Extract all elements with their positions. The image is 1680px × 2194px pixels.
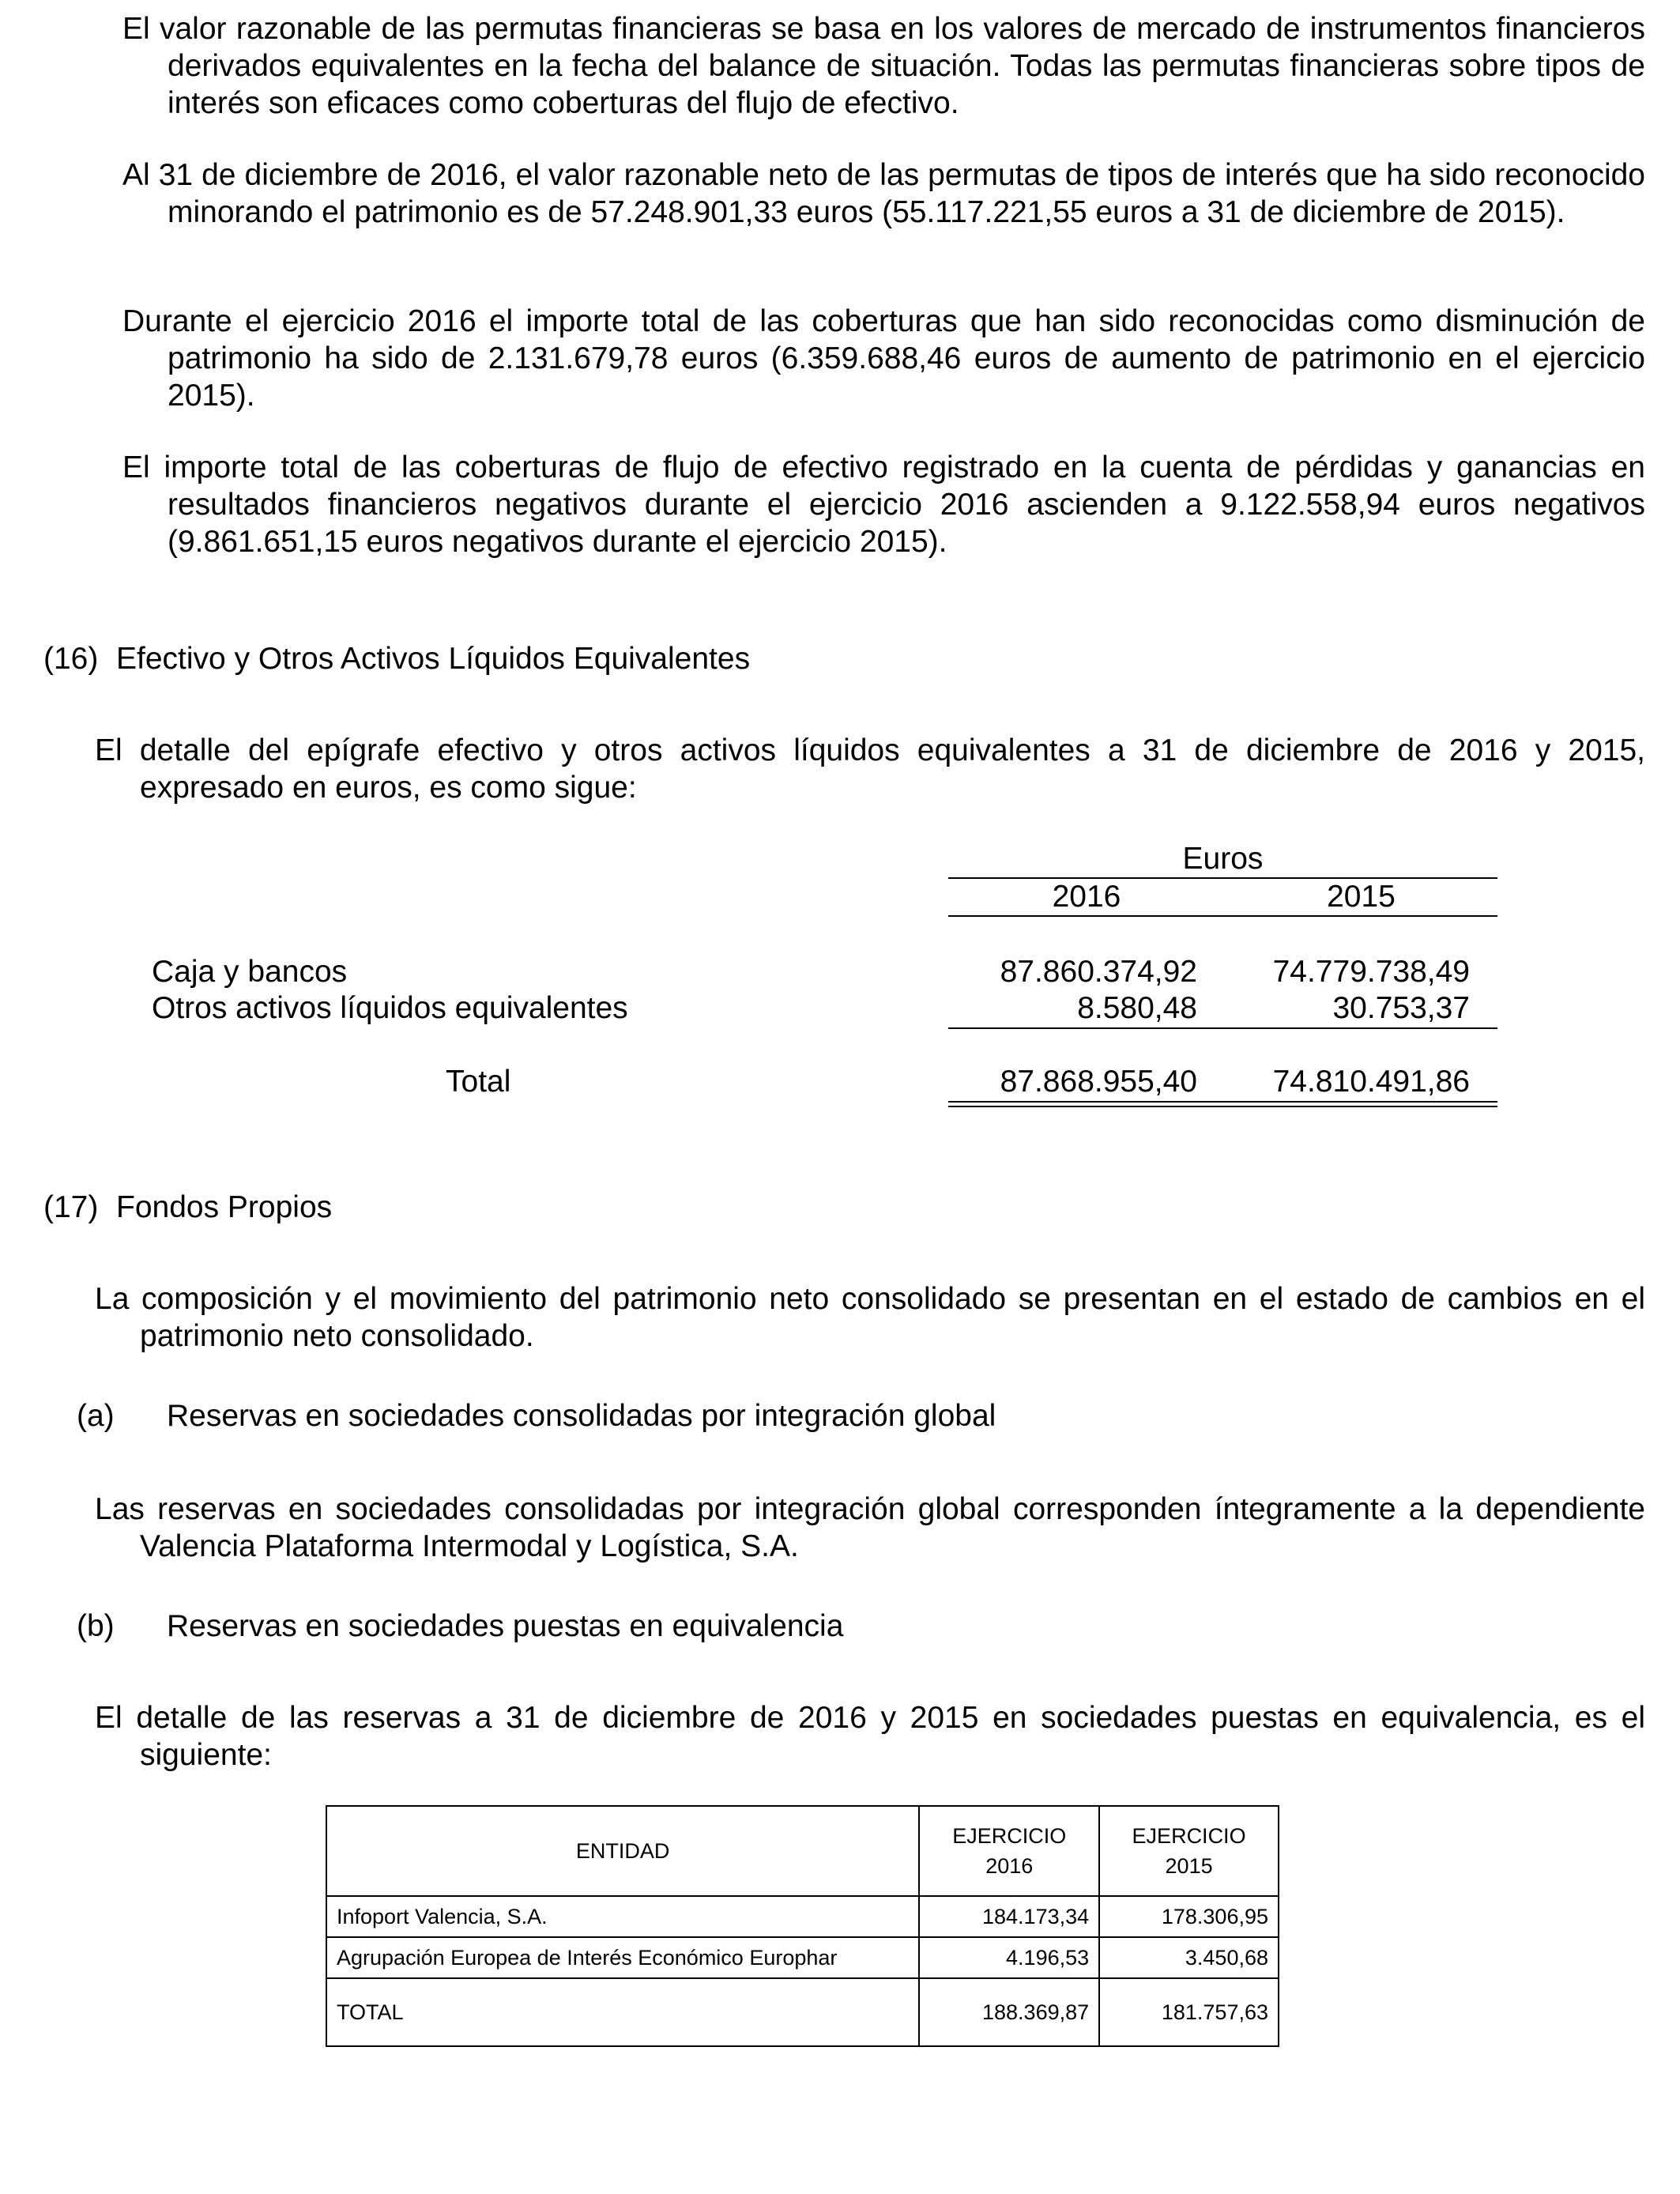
paragraph-hedges-equity: Durante el ejercicio 2016 el importe total de las coberturas que han sido reconocidas como disminución de patrimonio ha sido de 2.131.679,78 euros (6.359.688,46 euros de aumento de patrimonio en el ejercicio 2015). bbox=[122, 304, 1645, 413]
cash-table-col-2015: 2015 bbox=[1327, 880, 1396, 914]
cash-total-value-2016: 87.868.955,40 bbox=[1000, 1065, 1197, 1099]
cash-table-col-2016: 2016 bbox=[1052, 880, 1121, 914]
entity-cell: Infoport Valencia, S.A. bbox=[326, 1896, 919, 1937]
section-16-intro: El detalle del epígrafe efectivo y otros activos líquidos equivalentes a 31 de diciembre de 2016 y 2015, expresado en euros, es como sigue: bbox=[95, 733, 1645, 805]
equity-table-header-row bbox=[326, 1806, 1279, 1896]
other-assets-row-label: Otros activos líquidos equivalentes bbox=[152, 991, 628, 1025]
equity-table-header-2016 bbox=[919, 1806, 1099, 1896]
section-17-intro: La composición y el movimiento del patrimonio neto consolidado se presentan en el estado de cambios en el patrimonio neto consolidado. bbox=[95, 1282, 1645, 1353]
paragraph-hedges-results: El importe total de las coberturas de flujo de efectivo registrado en la cuenta de pérdidas y ganancias en resultados financieros negativos durante el ejercicio 2016 ascienden a 9.122.558,94 euros negativos (9.861.651,15 euros negativos durante el ejercicio 2015). bbox=[122, 450, 1645, 559]
paragraph-fair-value: El valor razonable de las permutas financieras se basa en los valores de mercado de instrumentos financieros derivados equivalentes en la fecha del balance de situación. Todas las permutas financieras sobre tipos de interés son eficaces como coberturas del flujo de efectivo. bbox=[122, 12, 1645, 120]
value-2016-cell: 4.196,53 bbox=[919, 1937, 1099, 1978]
other-assets-row-value-2015: 30.753,37 bbox=[1332, 991, 1470, 1025]
section-16-number: (16) bbox=[43, 642, 99, 676]
value-2015-cell: 178.306,95 bbox=[1099, 1896, 1279, 1937]
cash-total-value-2015: 74.810.491,86 bbox=[1272, 1065, 1470, 1099]
section-17-heading bbox=[43, 1189, 332, 1226]
section-16-title: Efectivo y Otros Activos Líquidos Equivalentes bbox=[116, 642, 751, 676]
subsection-b-title: Reservas en sociedades puestas en equivalencia bbox=[167, 1609, 844, 1643]
subsection-a-title: Reservas en sociedades consolidadas por integración global bbox=[167, 1399, 996, 1433]
equity-table-header-2015 bbox=[1099, 1806, 1279, 1896]
equity-reserves-table bbox=[326, 1805, 1279, 2047]
equity-table-header-2015-line1: EJERCICIO bbox=[1132, 1824, 1246, 1848]
subsection-a-letter: (a) bbox=[77, 1399, 115, 1433]
total-2016-cell: 188.369,87 bbox=[919, 1978, 1099, 2046]
cash-table-total-rule-2 bbox=[948, 1106, 1497, 1107]
equity-table-header-2016-line1: EJERCICIO bbox=[952, 1824, 1067, 1848]
cash-table-columns-rule bbox=[948, 915, 1497, 917]
paragraph-net-fair-value: Al 31 de diciembre de 2016, el valor razonable neto de las permutas de tipos de interés que ha sido reconocido minorando el patrimonio es de 57.248.901,33 euros (55.117.221,55 euros a 31 de diciembre de 2015). bbox=[122, 158, 1645, 229]
table-row bbox=[326, 1937, 1279, 1978]
subsection-a-heading bbox=[77, 1397, 1262, 1434]
other-assets-row-value-2016: 8.580,48 bbox=[1077, 991, 1197, 1025]
cash-total-label: Total bbox=[446, 1065, 511, 1099]
cash-row-value-2015: 74.779.738,49 bbox=[1272, 955, 1470, 989]
subsection-b-letter: (b) bbox=[77, 1609, 115, 1643]
total-2015-cell: 181.757,63 bbox=[1099, 1978, 1279, 2046]
subsection-a-text: Las reservas en sociedades consolidadas por integración global corresponden íntegramente a la dependiente Valencia Plataforma Intermodal y Logística, S.A. bbox=[95, 1492, 1645, 1563]
table-total-row bbox=[326, 1978, 1279, 2046]
cash-table-subtotal-rule bbox=[948, 1027, 1497, 1029]
value-2015-cell: 3.450,68 bbox=[1099, 1937, 1279, 1978]
cash-table-unit-header: Euros bbox=[1182, 842, 1264, 876]
cash-row-value-2016: 87.860.374,92 bbox=[1000, 955, 1197, 989]
cash-table-total-rule-1 bbox=[948, 1101, 1497, 1103]
section-16-heading bbox=[43, 640, 750, 677]
value-2016-cell: 184.173,34 bbox=[919, 1896, 1099, 1937]
entity-cell: Agrupación Europea de Interés Económico Europhar bbox=[326, 1937, 919, 1978]
equity-table-header-entity: ENTIDAD bbox=[326, 1806, 919, 1896]
equity-table-header-2016-line2: 2016 bbox=[985, 1854, 1034, 1878]
cash-row-label: Caja y bancos bbox=[152, 955, 348, 989]
section-17-number: (17) bbox=[43, 1190, 99, 1224]
equity-table-header-2015-line2: 2015 bbox=[1165, 1854, 1213, 1878]
subsection-b-text: El detalle de las reservas a 31 de diciembre de 2016 y 2015 en sociedades puestas en equivalencia, es el siguiente: bbox=[95, 1701, 1645, 1772]
section-17-title: Fondos Propios bbox=[116, 1190, 333, 1224]
subsection-b-heading bbox=[77, 1608, 1262, 1645]
table-row bbox=[326, 1896, 1279, 1937]
total-label-cell: TOTAL bbox=[326, 1978, 919, 2046]
